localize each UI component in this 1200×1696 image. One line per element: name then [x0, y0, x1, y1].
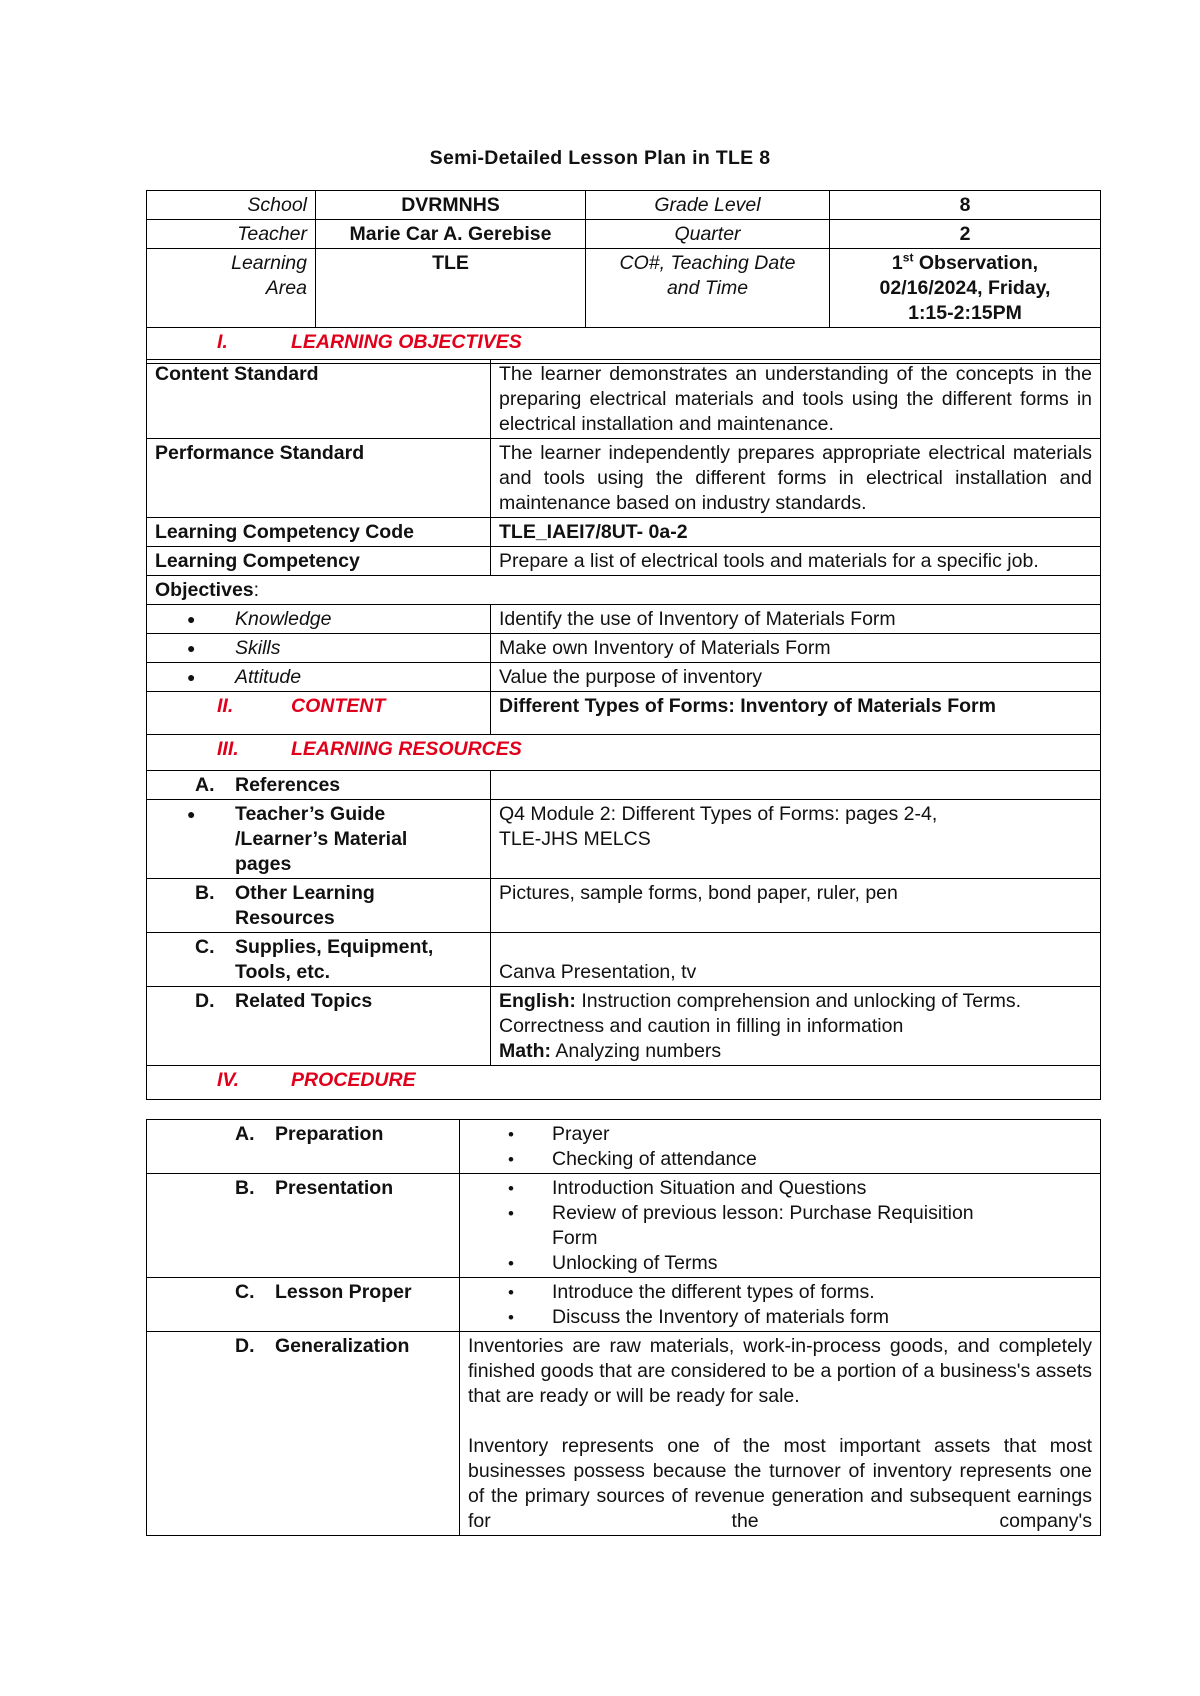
lesson-proper-label: Lesson Proper: [275, 1281, 412, 1303]
related-topics-value: [491, 987, 1101, 1066]
section-title: LEARNING RESOURCES: [291, 738, 522, 760]
skills-value: Make own Inventory of Materials Form: [491, 634, 1101, 663]
teachers-guide-value: [491, 800, 1101, 879]
content-standard-value: The learner demonstrates an understanding of the concepts in the preparing electrical materials and tools using the different forms in electrical installation and maintenance.: [491, 360, 1101, 439]
row-resources-section: [147, 735, 1101, 771]
row-competency-code: [147, 518, 1101, 547]
letter: B.: [235, 1177, 255, 1199]
school-value: DVRMNHS: [316, 191, 586, 220]
row-objectives: [147, 576, 1101, 605]
obs-sup: st: [902, 250, 914, 265]
attitude-label-cell: [147, 663, 491, 692]
section-learning-resources: [147, 735, 1101, 771]
observation-value: [830, 249, 1101, 328]
row-performance-standard: [147, 439, 1101, 518]
supplies-label: Supplies, Equipment, Tools, etc.: [235, 936, 434, 983]
obs-text: Observation,: [913, 252, 1039, 274]
attitude-label: Attitude: [235, 666, 302, 688]
obs-date: 02/16/2024, Friday,: [879, 277, 1051, 299]
objectives-heading: [147, 576, 1101, 605]
competency-code-label: Learning Competency Code: [147, 518, 491, 547]
math-label: Math:: [499, 1040, 551, 1062]
letter: D.: [235, 1335, 255, 1357]
header-row-area: [147, 249, 1101, 328]
generalization-paragraph-2: Inventory represents one of the most important assets that most businesses possess because the turnover of inventory represents one of the primary sources of revenue generation and subsequent earnings for the company's: [468, 1435, 1092, 1532]
quarter-label: Quarter: [586, 220, 830, 249]
obs-time: 1:15-2:15PM: [908, 302, 1022, 324]
lesson-proper-label-cell: [147, 1278, 460, 1332]
row-lesson-proper: [147, 1278, 1101, 1332]
page-title: Semi-Detailed Lesson Plan in TLE 8: [429, 147, 771, 169]
row-other-resources: [147, 879, 1101, 933]
section-content: [147, 692, 491, 735]
row-references: [147, 771, 1101, 800]
area-value: TLE: [316, 249, 586, 328]
row-learning-competency: [147, 547, 1101, 576]
generalization-value: [460, 1332, 1101, 1536]
related-topics-label: Related Topics: [235, 990, 373, 1012]
presentation-label-cell: [147, 1174, 460, 1278]
preparation-items: [460, 1120, 1101, 1174]
other-resources-value: Pictures, sample forms, bond paper, ruler, pen: [491, 879, 1101, 933]
procedure-table: [146, 1119, 1101, 1536]
row-presentation: [147, 1174, 1101, 1278]
english-label: English:: [499, 990, 576, 1012]
letter: B.: [195, 882, 215, 904]
obs-num: 1: [891, 252, 903, 274]
teachers-guide-label: Teacher’s Guide /Learner’s Material pages: [235, 803, 408, 875]
bullet-icon: ●: [187, 611, 196, 627]
section-title: PROCEDURE: [291, 1069, 416, 1091]
row-content-section: [147, 692, 1101, 735]
math-value: Analyzing numbers: [551, 1040, 722, 1062]
preparation-label-cell: [147, 1120, 460, 1174]
row-generalization: [147, 1332, 1101, 1536]
lesson-proper-items: [460, 1278, 1101, 1332]
list-item: • Introduce the different types of forms.: [508, 1280, 1092, 1305]
presentation-items: [460, 1174, 1101, 1278]
teacher-label: Teacher: [147, 220, 316, 249]
quarter-value: 2: [830, 220, 1101, 249]
list-item: • Prayer: [508, 1122, 1092, 1147]
generalization-label-cell: [147, 1332, 460, 1536]
header-row-teacher: [147, 220, 1101, 249]
row-teachers-guide: [147, 800, 1101, 879]
other-resources-label-cell: [147, 879, 491, 933]
section-procedure: [147, 1066, 1101, 1100]
other-resources-label: Other Learning Resources: [235, 882, 375, 929]
list-item: • Review of previous lesson: Purchase Requisition Form: [508, 1201, 1012, 1251]
row-knowledge: [147, 605, 1101, 634]
list-item: • Discuss the Inventory of materials form: [508, 1305, 1092, 1330]
grade-value: 8: [830, 191, 1101, 220]
co-label-line2: and Time: [666, 277, 749, 299]
section-title: LEARNING OBJECTIVES: [291, 331, 522, 353]
teachers-guide-label-cell: [147, 800, 491, 879]
related-topics-label-cell: [147, 987, 491, 1066]
grade-label: Grade Level: [586, 191, 830, 220]
row-preparation: [147, 1120, 1101, 1174]
generalization-paragraph-1: Inventories are raw materials, work-in-process goods, and completely finished goods that are considered to be a portion of a business's assets that are ready or will be ready for sale.: [468, 1335, 1092, 1407]
row-attitude: [147, 663, 1101, 692]
preparation-label: Preparation: [275, 1123, 384, 1145]
row-content-standard: [147, 360, 1101, 439]
bullet-icon: ●: [187, 806, 196, 822]
co-label-line1: CO#, Teaching Date: [619, 252, 796, 274]
school-label: School: [147, 191, 316, 220]
content-standard-label: Content Standard: [147, 360, 491, 439]
co-label: [586, 249, 830, 328]
section-title: CONTENT: [291, 695, 386, 717]
performance-standard-value: The learner independently prepares appropriate electrical materials and tools using the different forms in electrical installation and maintenance based on industry standards.: [491, 439, 1101, 518]
row-skills: [147, 634, 1101, 663]
skills-label-cell: [147, 634, 491, 663]
area-label: [147, 249, 316, 328]
header-table: [146, 190, 1101, 364]
performance-standard-label: Performance Standard: [147, 439, 491, 518]
letter: C.: [195, 936, 215, 958]
competency-code-value: TLE_IAEI7/8UT- 0a-2: [491, 518, 1101, 547]
teacher-value: Marie Car A. Gerebise: [316, 220, 586, 249]
references-label-cell: [147, 771, 491, 800]
supplies-value: Canva Presentation, tv: [491, 933, 1101, 987]
letter: A.: [195, 774, 215, 796]
section-num: III.: [217, 738, 239, 760]
supplies-label-cell: [147, 933, 491, 987]
knowledge-label: Knowledge: [235, 608, 332, 630]
tg-value-line2: TLE-JHS MELCS: [499, 828, 651, 850]
knowledge-label-cell: [147, 605, 491, 634]
skills-label: Skills: [235, 637, 281, 659]
learning-competency-label: Learning Competency: [147, 547, 491, 576]
list-item: • Introduction Situation and Questions: [508, 1176, 1092, 1201]
references-value: [491, 771, 1101, 800]
section-num: I.: [217, 331, 228, 353]
bullet-icon: ●: [187, 640, 196, 656]
header-row-school: [147, 191, 1101, 220]
area-label-line2: Area: [265, 277, 307, 299]
row-supplies: [147, 933, 1101, 987]
learning-competency-value: Prepare a list of electrical tools and materials for a specific job.: [491, 547, 1101, 576]
list-item: • Unlocking of Terms: [508, 1251, 1092, 1276]
row-procedure-section: [147, 1066, 1101, 1100]
letter: C.: [235, 1281, 255, 1303]
presentation-label: Presentation: [275, 1177, 394, 1199]
row-related-topics: [147, 987, 1101, 1066]
attitude-value: Value the purpose of inventory: [491, 663, 1101, 692]
generalization-label: Generalization: [275, 1335, 410, 1357]
references-label: References: [235, 774, 341, 796]
section-num: IV.: [217, 1069, 240, 1091]
content-value: Different Types of Forms: Inventory of Materials Form: [491, 692, 1101, 735]
letter: A.: [235, 1123, 255, 1145]
bullet-icon: ●: [187, 669, 196, 685]
english-value: Instruction comprehension and unlocking of Terms. Correctness and caution in filling in information: [499, 990, 1022, 1037]
objectives-table: [146, 359, 1101, 1100]
tg-value-line1: Q4 Module 2: Different Types of Forms: pages 2-4,: [499, 803, 938, 825]
letter: D.: [195, 990, 215, 1012]
objectives-colon: :: [253, 579, 260, 601]
list-item: • Checking of attendance: [508, 1147, 1092, 1172]
objectives-label: Objectives: [155, 579, 254, 601]
knowledge-value: Identify the use of Inventory of Materials Form: [491, 605, 1101, 634]
area-label-line1: Learning: [231, 252, 307, 274]
section-num: II.: [217, 695, 234, 717]
